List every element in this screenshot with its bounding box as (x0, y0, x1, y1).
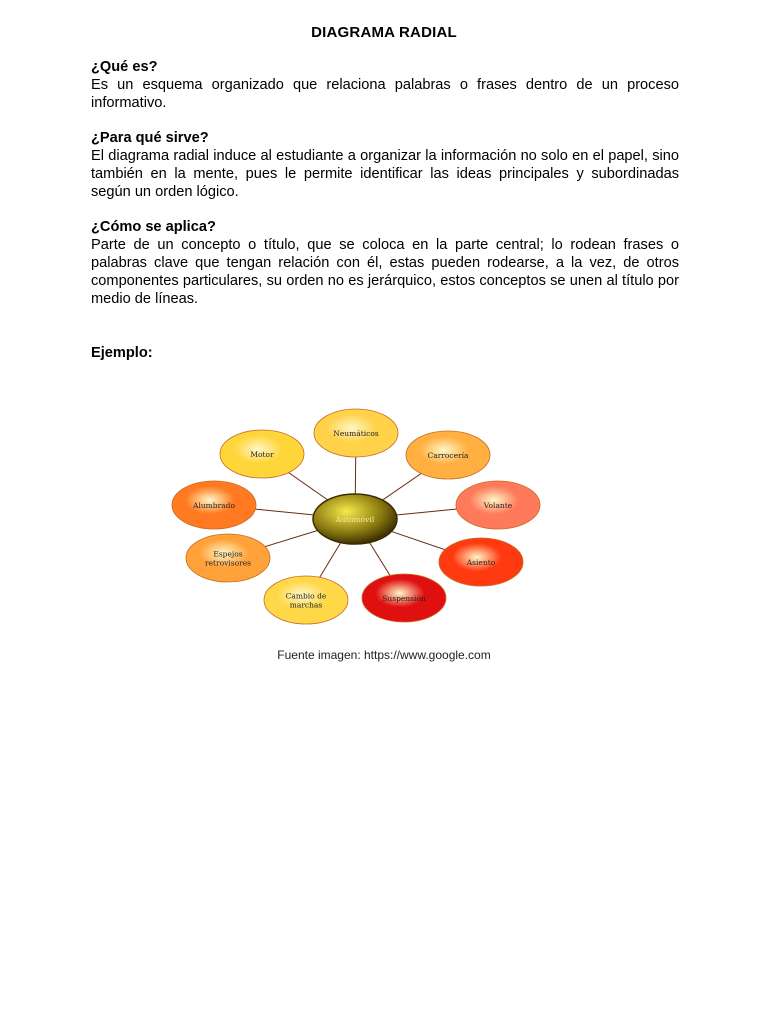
node-label-line: Volante (483, 501, 513, 510)
radial-diagram (160, 400, 560, 630)
diagram-node (456, 481, 540, 529)
section-body: Parte de un concepto o título, que se coloca en la parte central; lo rodean frases o palabras clave que tengan relación con él, estas pueden rodearse, a la vez, de otros componentes particulares, su orden no es jerárquico, estos conceptos se unen al título por medio de líneas. (91, 237, 679, 307)
diagram-node (186, 534, 270, 582)
node-label (428, 451, 470, 460)
center-node (313, 494, 397, 544)
node-label (382, 594, 426, 603)
diagram-node (362, 574, 446, 622)
diagram-node (439, 538, 523, 586)
node-label (250, 450, 274, 459)
node-label-line: Motor (250, 450, 274, 459)
node-label-line: Cambio de (285, 591, 327, 601)
image-caption: Fuente imagen: https://www.google.com (277, 648, 491, 662)
page-title: DIAGRAMA RADIAL (311, 24, 457, 41)
diagram-node (406, 431, 490, 479)
diagram-node (220, 430, 304, 478)
node-label-line: Asiento (466, 558, 496, 567)
node-label (483, 501, 513, 510)
node-label-line: Suspensión (382, 594, 426, 603)
section-como-se-aplica (91, 218, 679, 308)
diagram-node (172, 481, 256, 529)
node-label-line: Espejos (213, 549, 243, 559)
node-label (192, 501, 235, 510)
node-label (333, 429, 379, 438)
example-label: Ejemplo: (91, 345, 153, 361)
diagram-node (264, 576, 348, 624)
section-heading: ¿Cómo se aplica? (91, 219, 216, 235)
node-label-line: retrovisores (204, 558, 252, 568)
node-label (466, 558, 496, 567)
section-que-es (91, 58, 679, 112)
node-label-line: Alumbrado (193, 501, 235, 510)
diagram-node (314, 409, 398, 457)
node-label-line: Neumáticos (333, 429, 379, 438)
section-body: El diagrama radial induce al estudiante a organizar la información no solo en el papel, sino también en la mente, pues le permite identificar las ideas principales y subordinadas según un orden lógico. (91, 148, 679, 200)
node-label-line: Carrocería (427, 451, 469, 460)
node-label-line: marchas (289, 600, 323, 610)
section-body: Es un esquema organizado que relaciona palabras o frases dentro de un proceso informativo. (91, 77, 679, 111)
center-label: Automóvil (335, 515, 375, 524)
section-heading: ¿Para qué sirve? (91, 130, 209, 146)
node-label (286, 592, 327, 610)
section-para-que-sirve (91, 129, 679, 201)
section-heading: ¿Qué es? (91, 59, 158, 75)
